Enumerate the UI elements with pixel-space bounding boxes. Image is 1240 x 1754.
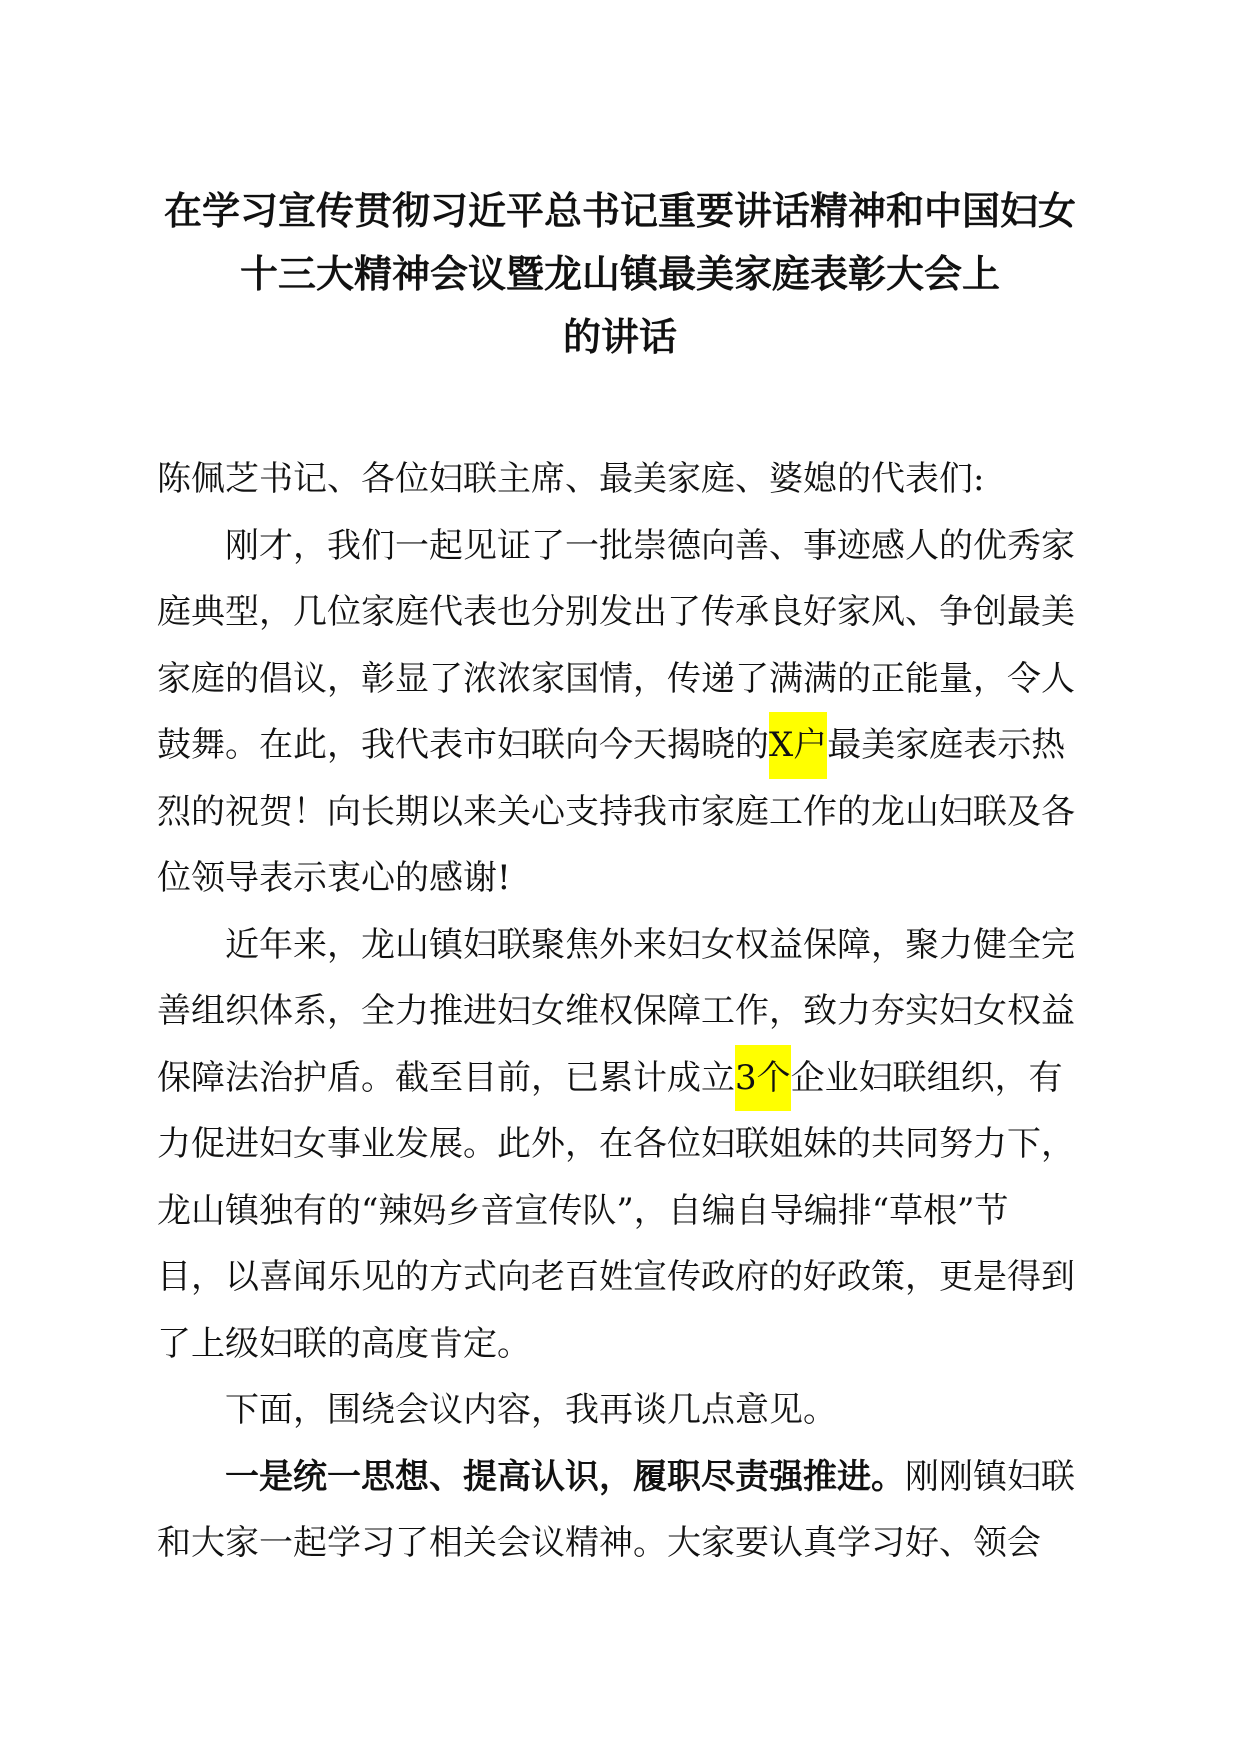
p1-line-3: 家庭的倡议，彰显了浓浓家国情，传递了满满的正能量，令人 bbox=[157, 658, 1075, 699]
highlight-household-count: X户 bbox=[769, 712, 827, 779]
p2-line-7: 了上级妇联的高度肯定。 bbox=[157, 1323, 531, 1364]
p1-line-6: 位领导表示衷心的感谢! bbox=[157, 858, 511, 898]
p2-line-6: 目，以喜闻乐见的方式向老百姓宣传政府的好政策，更是得到 bbox=[157, 1257, 1075, 1297]
p4-bold-heading: 一是统一思想、提高认识，履职尽责强推进。 bbox=[225, 1456, 905, 1497]
p2-line-2: 善组织体系，全力推进妇女维权保障工作，致力夯实妇女权益 bbox=[157, 991, 1075, 1031]
p2-line-5: 龙山镇独有的“辣妈乡音宣传队”，自编自导编排“草根”节 bbox=[157, 1190, 1009, 1231]
document-body bbox=[157, 446, 1077, 1577]
p4-line-2: 和大家一起学习了相关会议精神。大家要认真学习好、领会 bbox=[157, 1523, 1041, 1563]
p2-line-3-end: 企业妇联组织，有 bbox=[790, 1057, 1063, 1098]
salutation: 陈佩芝书记、各位妇联主席、最美家庭、婆媳的代表们: bbox=[157, 459, 985, 499]
p2-line-3-start: 保障法治护盾。截至目前，已累计成立 bbox=[157, 1057, 735, 1098]
title-line-1: 在学习宣传贯彻习近平总书记重要讲话精神和中国妇女 bbox=[163, 189, 1076, 233]
document-title bbox=[150, 180, 1090, 369]
paragraph-1 bbox=[157, 513, 1077, 912]
title-line-2: 十三大精神会议暨龙山镇最美家庭表彰大会上 bbox=[239, 252, 1000, 296]
p2-line-1: 近年来，龙山镇妇联聚焦外来妇女权益保障，聚力健全完 bbox=[225, 924, 1075, 965]
p1-line-1: 刚才，我们一起见证了一批崇德向善、事迹感人的优秀家 bbox=[225, 525, 1075, 566]
paragraph-4 bbox=[157, 1444, 1077, 1577]
paragraph-2 bbox=[157, 912, 1077, 1378]
paragraph-3: 下面，围绕会议内容，我再谈几点意见。 bbox=[225, 1390, 837, 1430]
title-line-3: 的讲话 bbox=[562, 315, 677, 359]
p1-line-2: 庭典型，几位家庭代表也分别发出了传承良好家风、争创最美 bbox=[157, 592, 1075, 632]
p1-line-5: 烈的祝贺！向长期以来关心支持我市家庭工作的龙山妇联及各 bbox=[157, 791, 1075, 832]
p1-line-4-start: 鼓舞。在此，我代表市妇联向今天揭晓的 bbox=[157, 725, 769, 765]
highlight-org-count: 3个 bbox=[735, 1045, 791, 1112]
p2-line-3 bbox=[157, 1045, 1077, 1112]
p4-line-1-rest: 刚刚镇妇联 bbox=[905, 1456, 1075, 1497]
p1-line-4 bbox=[157, 712, 1077, 779]
p1-line-4-end: 最美家庭表示热 bbox=[827, 725, 1066, 765]
p2-line-4: 力促进妇女事业发展。此外，在各位妇联姐妹的共同努力下， bbox=[157, 1124, 1075, 1164]
p4-line-1 bbox=[157, 1444, 1077, 1511]
